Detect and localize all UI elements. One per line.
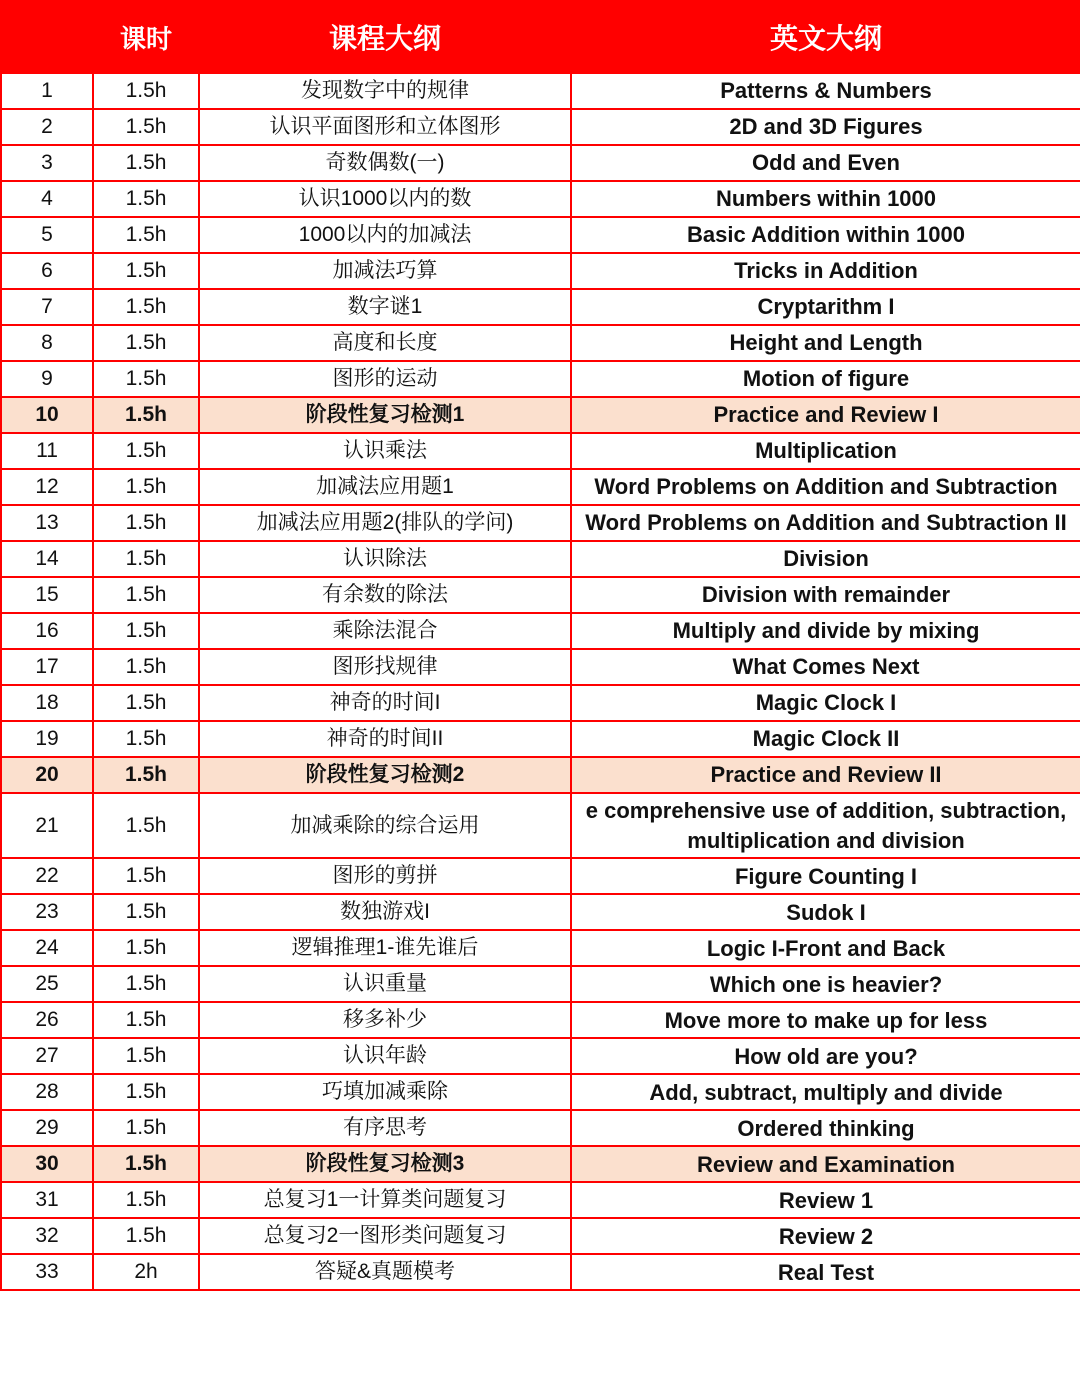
cell-hours: 1.5h [93,649,199,685]
cell-lesson-number: 19 [1,721,93,757]
cell-hours: 1.5h [93,1002,199,1038]
cell-hours: 1.5h [93,858,199,894]
cell-chinese-title: 加减乘除的综合运用 [199,793,571,858]
cell-hours: 1.5h [93,721,199,757]
cell-english-title: Magic Clock I [571,685,1080,721]
cell-lesson-number: 14 [1,541,93,577]
cell-hours: 1.5h [93,894,199,930]
table-row [1,757,1080,793]
cell-chinese-title: 认识除法 [199,541,571,577]
cell-english-title: Basic Addition within 1000 [571,217,1080,253]
cell-lesson-number: 28 [1,1074,93,1110]
table-row [1,109,1080,145]
cell-english-title: Review and Examination [571,1146,1080,1182]
cell-hours: 2h [93,1254,199,1290]
table-row [1,361,1080,397]
cell-chinese-title: 1000以内的加减法 [199,217,571,253]
table-row [1,1002,1080,1038]
table-row [1,613,1080,649]
table-row [1,1074,1080,1110]
cell-hours: 1.5h [93,577,199,613]
table-row [1,1110,1080,1146]
cell-hours: 1.5h [93,613,199,649]
cell-english-title: Practice and Review I [571,397,1080,433]
table-row [1,930,1080,966]
cell-chinese-title: 有余数的除法 [199,577,571,613]
header-chinese-outline: 课程大纲 [199,1,571,73]
cell-chinese-title: 奇数偶数(一) [199,145,571,181]
cell-chinese-title: 图形找规律 [199,649,571,685]
table-row [1,433,1080,469]
cell-hours: 1.5h [93,73,199,109]
cell-lesson-number: 29 [1,1110,93,1146]
table-row [1,894,1080,930]
header-lesson-number [1,1,93,73]
cell-chinese-title: 巧填加减乘除 [199,1074,571,1110]
cell-chinese-title: 阶段性复习检测2 [199,757,571,793]
cell-lesson-number: 20 [1,757,93,793]
cell-chinese-title: 总复习2一图形类问题复习 [199,1218,571,1254]
table-row [1,289,1080,325]
cell-chinese-title: 图形的剪拼 [199,858,571,894]
cell-lesson-number: 13 [1,505,93,541]
cell-lesson-number: 2 [1,109,93,145]
cell-hours: 1.5h [93,1110,199,1146]
cell-english-title: Real Test [571,1254,1080,1290]
header-hours: 课时 [93,1,199,73]
table-row [1,505,1080,541]
cell-chinese-title: 阶段性复习检测1 [199,397,571,433]
cell-chinese-title: 数字谜1 [199,289,571,325]
cell-chinese-title: 认识重量 [199,966,571,1002]
cell-english-title: Review 2 [571,1218,1080,1254]
table-row [1,649,1080,685]
cell-hours: 1.5h [93,505,199,541]
cell-chinese-title: 发现数字中的规律 [199,73,571,109]
table-header [1,1,1080,73]
table-row [1,966,1080,1002]
cell-english-title: Multiplication [571,433,1080,469]
table-row [1,858,1080,894]
cell-english-title: Practice and Review II [571,757,1080,793]
cell-chinese-title: 移多补少 [199,1002,571,1038]
cell-lesson-number: 18 [1,685,93,721]
table-row [1,1182,1080,1218]
cell-lesson-number: 8 [1,325,93,361]
cell-chinese-title: 高度和长度 [199,325,571,361]
table-row [1,685,1080,721]
cell-lesson-number: 21 [1,793,93,858]
cell-lesson-number: 10 [1,397,93,433]
cell-hours: 1.5h [93,966,199,1002]
cell-hours: 1.5h [93,1146,199,1182]
cell-lesson-number: 24 [1,930,93,966]
table-row [1,1218,1080,1254]
cell-hours: 1.5h [93,217,199,253]
cell-english-title: Multiply and divide by mixing [571,613,1080,649]
cell-english-title: Tricks in Addition [571,253,1080,289]
cell-english-title: Height and Length [571,325,1080,361]
cell-english-title: Division [571,541,1080,577]
cell-chinese-title: 神奇的时间II [199,721,571,757]
cell-hours: 1.5h [93,1038,199,1074]
cell-chinese-title: 答疑&真题模考 [199,1254,571,1290]
cell-english-title: Odd and Even [571,145,1080,181]
cell-hours: 1.5h [93,469,199,505]
cell-lesson-number: 3 [1,145,93,181]
cell-lesson-number: 4 [1,181,93,217]
cell-lesson-number: 33 [1,1254,93,1290]
cell-hours: 1.5h [93,1182,199,1218]
cell-chinese-title: 加减法应用题2(排队的学问) [199,505,571,541]
cell-chinese-title: 数独游戏I [199,894,571,930]
cell-english-title: e comprehensive use of addition, subtraction, multiplication and division [571,793,1080,858]
cell-english-title: Cryptarithm I [571,289,1080,325]
cell-hours: 1.5h [93,181,199,217]
cell-hours: 1.5h [93,757,199,793]
cell-english-title: Logic I-Front and Back [571,930,1080,966]
cell-english-title: Ordered thinking [571,1110,1080,1146]
cell-english-title: Which one is heavier? [571,966,1080,1002]
cell-lesson-number: 25 [1,966,93,1002]
cell-lesson-number: 31 [1,1182,93,1218]
cell-lesson-number: 27 [1,1038,93,1074]
cell-hours: 1.5h [93,433,199,469]
cell-hours: 1.5h [93,685,199,721]
cell-hours: 1.5h [93,361,199,397]
cell-chinese-title: 总复习1一计算类问题复习 [199,1182,571,1218]
table-row [1,577,1080,613]
cell-english-title: Move more to make up for less [571,1002,1080,1038]
cell-chinese-title: 乘除法混合 [199,613,571,649]
table-row [1,181,1080,217]
cell-english-title: Add, subtract, multiply and divide [571,1074,1080,1110]
cell-lesson-number: 26 [1,1002,93,1038]
cell-hours: 1.5h [93,109,199,145]
cell-english-title: Magic Clock II [571,721,1080,757]
cell-lesson-number: 12 [1,469,93,505]
cell-english-title: 2D and 3D Figures [571,109,1080,145]
cell-lesson-number: 7 [1,289,93,325]
table-row [1,217,1080,253]
table-body [1,73,1080,1290]
header-english-outline: 英文大纲 [571,1,1080,73]
cell-chinese-title: 认识1000以内的数 [199,181,571,217]
cell-english-title: Review 1 [571,1182,1080,1218]
cell-lesson-number: 6 [1,253,93,289]
cell-english-title: Word Problems on Addition and Subtraction [571,469,1080,505]
cell-hours: 1.5h [93,253,199,289]
cell-chinese-title: 认识乘法 [199,433,571,469]
cell-lesson-number: 22 [1,858,93,894]
cell-hours: 1.5h [93,541,199,577]
cell-lesson-number: 15 [1,577,93,613]
table-row [1,73,1080,109]
cell-hours: 1.5h [93,930,199,966]
cell-hours: 1.5h [93,325,199,361]
table-row [1,793,1080,858]
table-row [1,1254,1080,1290]
cell-chinese-title: 神奇的时间I [199,685,571,721]
cell-lesson-number: 1 [1,73,93,109]
cell-english-title: Patterns & Numbers [571,73,1080,109]
cell-chinese-title: 加减法巧算 [199,253,571,289]
cell-lesson-number: 17 [1,649,93,685]
header-row [1,1,1080,73]
cell-chinese-title: 加减法应用题1 [199,469,571,505]
cell-hours: 1.5h [93,1074,199,1110]
table-row [1,1038,1080,1074]
cell-english-title: Sudok I [571,894,1080,930]
table-row [1,253,1080,289]
table-row [1,541,1080,577]
cell-chinese-title: 有序思考 [199,1110,571,1146]
cell-chinese-title: 阶段性复习检测3 [199,1146,571,1182]
cell-lesson-number: 9 [1,361,93,397]
cell-chinese-title: 认识平面图形和立体图形 [199,109,571,145]
cell-lesson-number: 16 [1,613,93,649]
cell-english-title: How old are you? [571,1038,1080,1074]
cell-english-title: Numbers within 1000 [571,181,1080,217]
cell-lesson-number: 30 [1,1146,93,1182]
cell-lesson-number: 5 [1,217,93,253]
cell-chinese-title: 逻辑推理1-谁先谁后 [199,930,571,966]
cell-hours: 1.5h [93,145,199,181]
cell-hours: 1.5h [93,1218,199,1254]
cell-english-title: Word Problems on Addition and Subtraction II [571,505,1080,541]
cell-hours: 1.5h [93,397,199,433]
table-row [1,397,1080,433]
cell-lesson-number: 32 [1,1218,93,1254]
table-row [1,721,1080,757]
cell-english-title: Division with remainder [571,577,1080,613]
cell-hours: 1.5h [93,793,199,858]
cell-hours: 1.5h [93,289,199,325]
table-row [1,469,1080,505]
table-row [1,1146,1080,1182]
table-row [1,145,1080,181]
cell-english-title: What Comes Next [571,649,1080,685]
cell-english-title: Motion of figure [571,361,1080,397]
cell-lesson-number: 23 [1,894,93,930]
cell-english-title: Figure Counting I [571,858,1080,894]
cell-lesson-number: 11 [1,433,93,469]
cell-chinese-title: 认识年龄 [199,1038,571,1074]
cell-chinese-title: 图形的运动 [199,361,571,397]
table-row [1,325,1080,361]
